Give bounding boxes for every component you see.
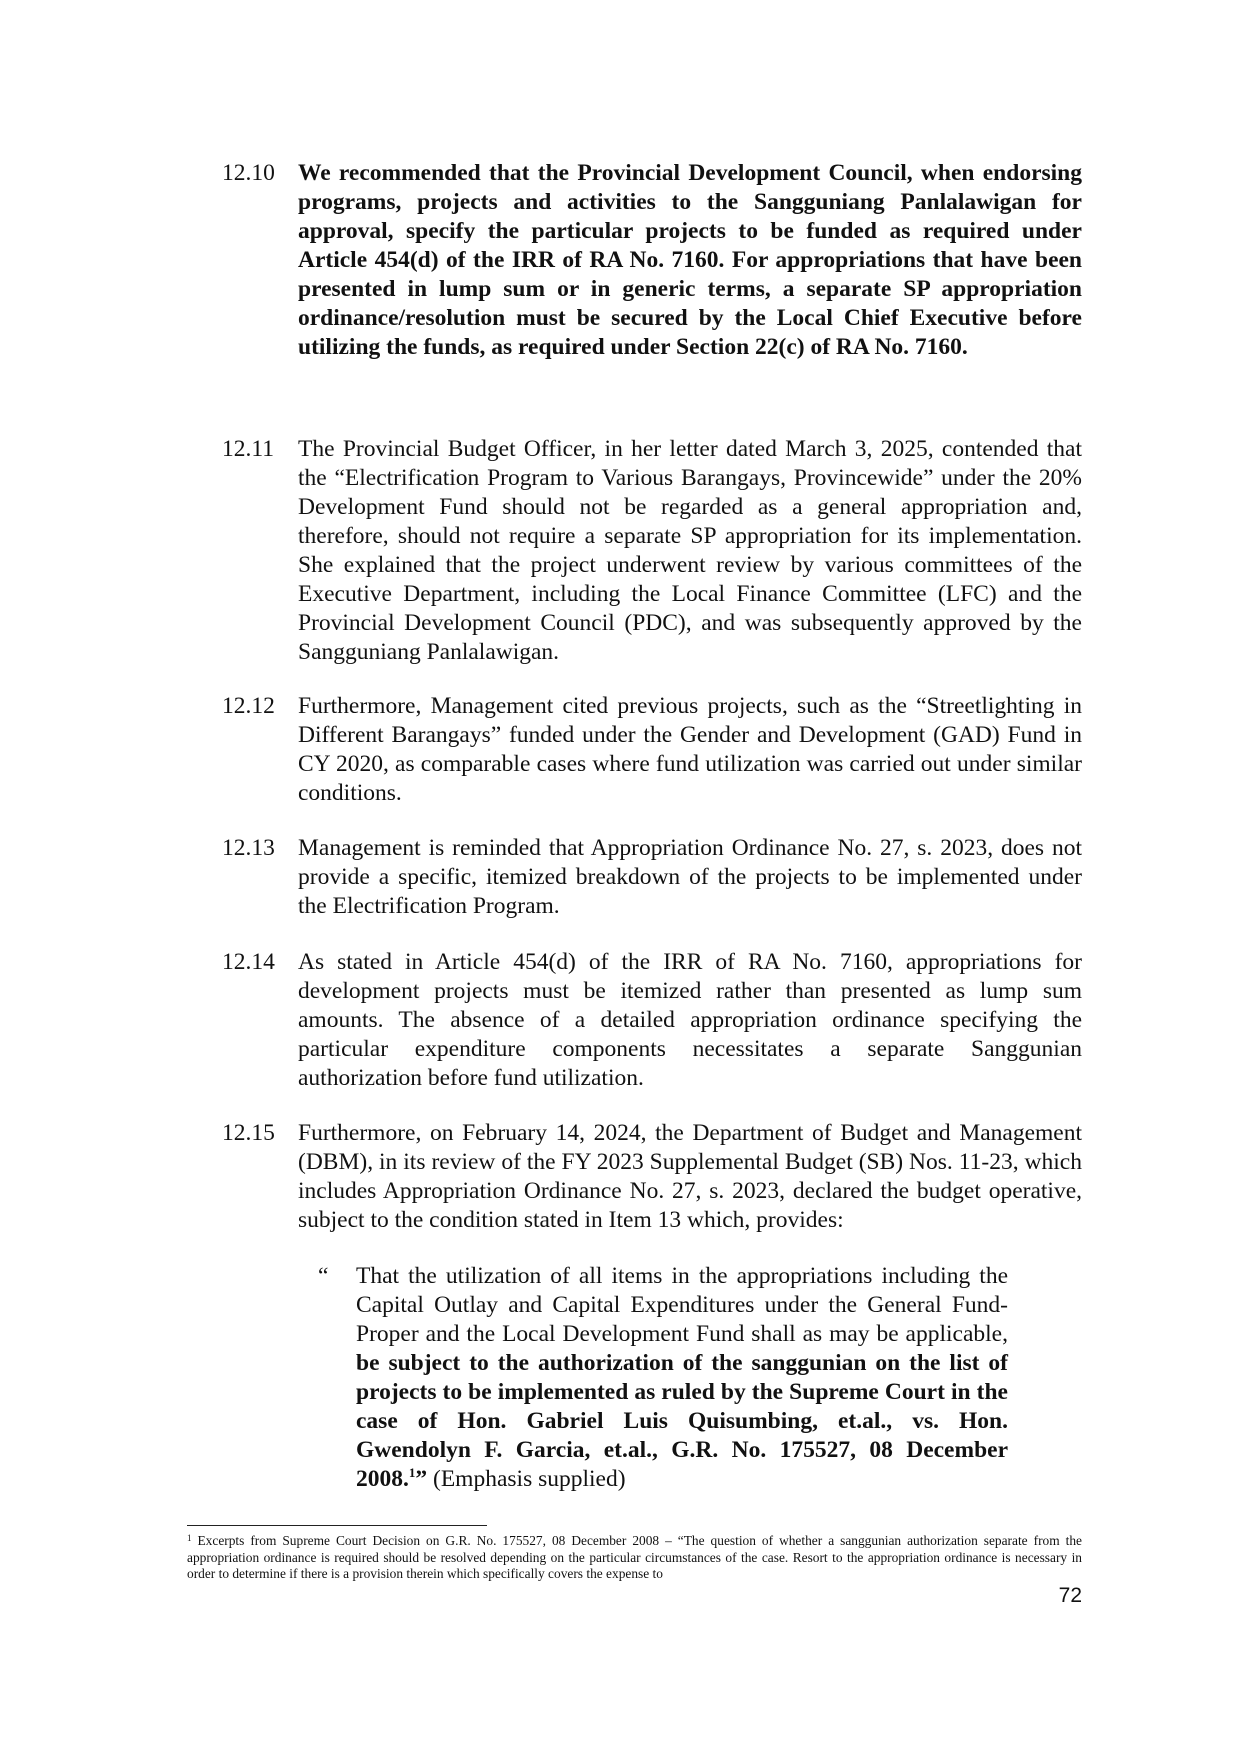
paragraph-12-11 bbox=[222, 435, 1082, 667]
quote-open-mark: “ bbox=[318, 1263, 329, 1289]
paragraph-text: The Provincial Budget Officer, in her letter dated March 3, 2025, contended that the “Electrification Program to Various Barangays, Provincewide” under the 20% Development Fund should not be regarded as a general appropriation and, therefore, should not require a separate SP appropriation for its implementation. She explained that the project underwent review by various committees of the Executive Department, including the Local Finance Committee (LFC) and the Provincial Development Council (PDC), and was subsequently approved by the Sangguniang Panlalawigan. bbox=[298, 436, 1082, 665]
paragraph-number: 12.12 bbox=[222, 693, 275, 719]
paragraph-12-15 bbox=[222, 1119, 1082, 1235]
paragraph-text: As stated in Article 454(d) of the IRR of RA No. 7160, appropriations for development projects must be itemized rather than presented as lump sum amounts. The absence of a detailed appropriation ordinance specifying the particular expenditure components necessitates a separate Sanggunian authorization before fund utilization. bbox=[298, 949, 1082, 1091]
block-quote bbox=[318, 1262, 1008, 1494]
quote-bold-text: be subject to the authorization of the sanggunian on the list of projects to be implemented as ruled by the Supreme Court in the case of Hon. Gabriel Luis Quisumbing, et.al., vs. Hon. Gwendolyn F. Garcia, et.al., G.R. No. 175527, 08 December 2008. bbox=[356, 1350, 1008, 1492]
quote-plain-text: That the utilization of all items in the appropriations including the Capital Outlay and Capital Expenditures under the General Fund-Proper and the Local Development Fund shall as may be applicable, bbox=[356, 1263, 1008, 1347]
paragraph-number: 12.13 bbox=[222, 835, 275, 861]
paragraph-12-10 bbox=[222, 159, 1082, 362]
paragraph-text: Furthermore, Management cited previous projects, such as the “Streetlighting in Different Barangays” funded under the Gender and Development (GAD) Fund in CY 2020, as comparable cases where fund utilization was carried out under similar conditions. bbox=[298, 693, 1082, 806]
recommendation-text: We recommended that the Provincial Development Council, when endorsing programs, projects and activities to the Sangguniang Panlalawigan for approval, specify the particular projects to be funded as required under Article 454(d) of the IRR of RA No. 7160. For appropriations that have been presented in lump sum or in generic terms, a separate SP appropriation ordinance/resolution must be secured by the Local Chief Executive before utilizing the funds, as required under Section 22(c) of RA No. 7160. bbox=[298, 160, 1082, 360]
paragraph-text: Management is reminded that Appropriation Ordinance No. 27, s. 2023, does not provide a specific, itemized breakdown of the projects to be implemented under the Electrification Program. bbox=[298, 835, 1082, 919]
footnote bbox=[187, 1533, 1082, 1583]
quote-close-mark: ” bbox=[415, 1466, 428, 1492]
footnote-marker: 1 bbox=[187, 1533, 192, 1543]
footnote-divider bbox=[187, 1525, 487, 1526]
quote-text bbox=[356, 1262, 1008, 1494]
paragraph-12-12 bbox=[222, 692, 1082, 808]
page-number: 72 bbox=[1058, 1584, 1082, 1607]
paragraph-number: 12.10 bbox=[222, 160, 275, 186]
paragraph-12-13 bbox=[222, 834, 1082, 921]
paragraph-12-14 bbox=[222, 948, 1082, 1093]
paragraph-number: 12.15 bbox=[222, 1120, 275, 1146]
paragraph-number: 12.14 bbox=[222, 949, 275, 975]
paragraph-number: 12.11 bbox=[222, 436, 275, 462]
emphasis-note: (Emphasis supplied) bbox=[433, 1466, 626, 1492]
footnote-text: Excerpts from Supreme Court Decision on G.R. No. 175527, 08 December 2008 – “The question of whether a sanggunian authorization separate from the appropriation ordinance is required should be resolved depending on the particular circumstances of the case. Resort to the appropriation ordinance is necessary in order to determine if there is a provision therein which specifically covers the expense to bbox=[187, 1533, 1082, 1581]
footnote-reference[interactable]: 1 bbox=[408, 1465, 416, 1480]
paragraph-text: Furthermore, on February 14, 2024, the Department of Budget and Management (DBM), in its review of the FY 2023 Supplemental Budget (SB) Nos. 11-23, which includes Appropriation Ordinance No. 27, s. 2023, declared the budget operative, subject to the condition stated in Item 13 which, provides: bbox=[298, 1120, 1082, 1233]
